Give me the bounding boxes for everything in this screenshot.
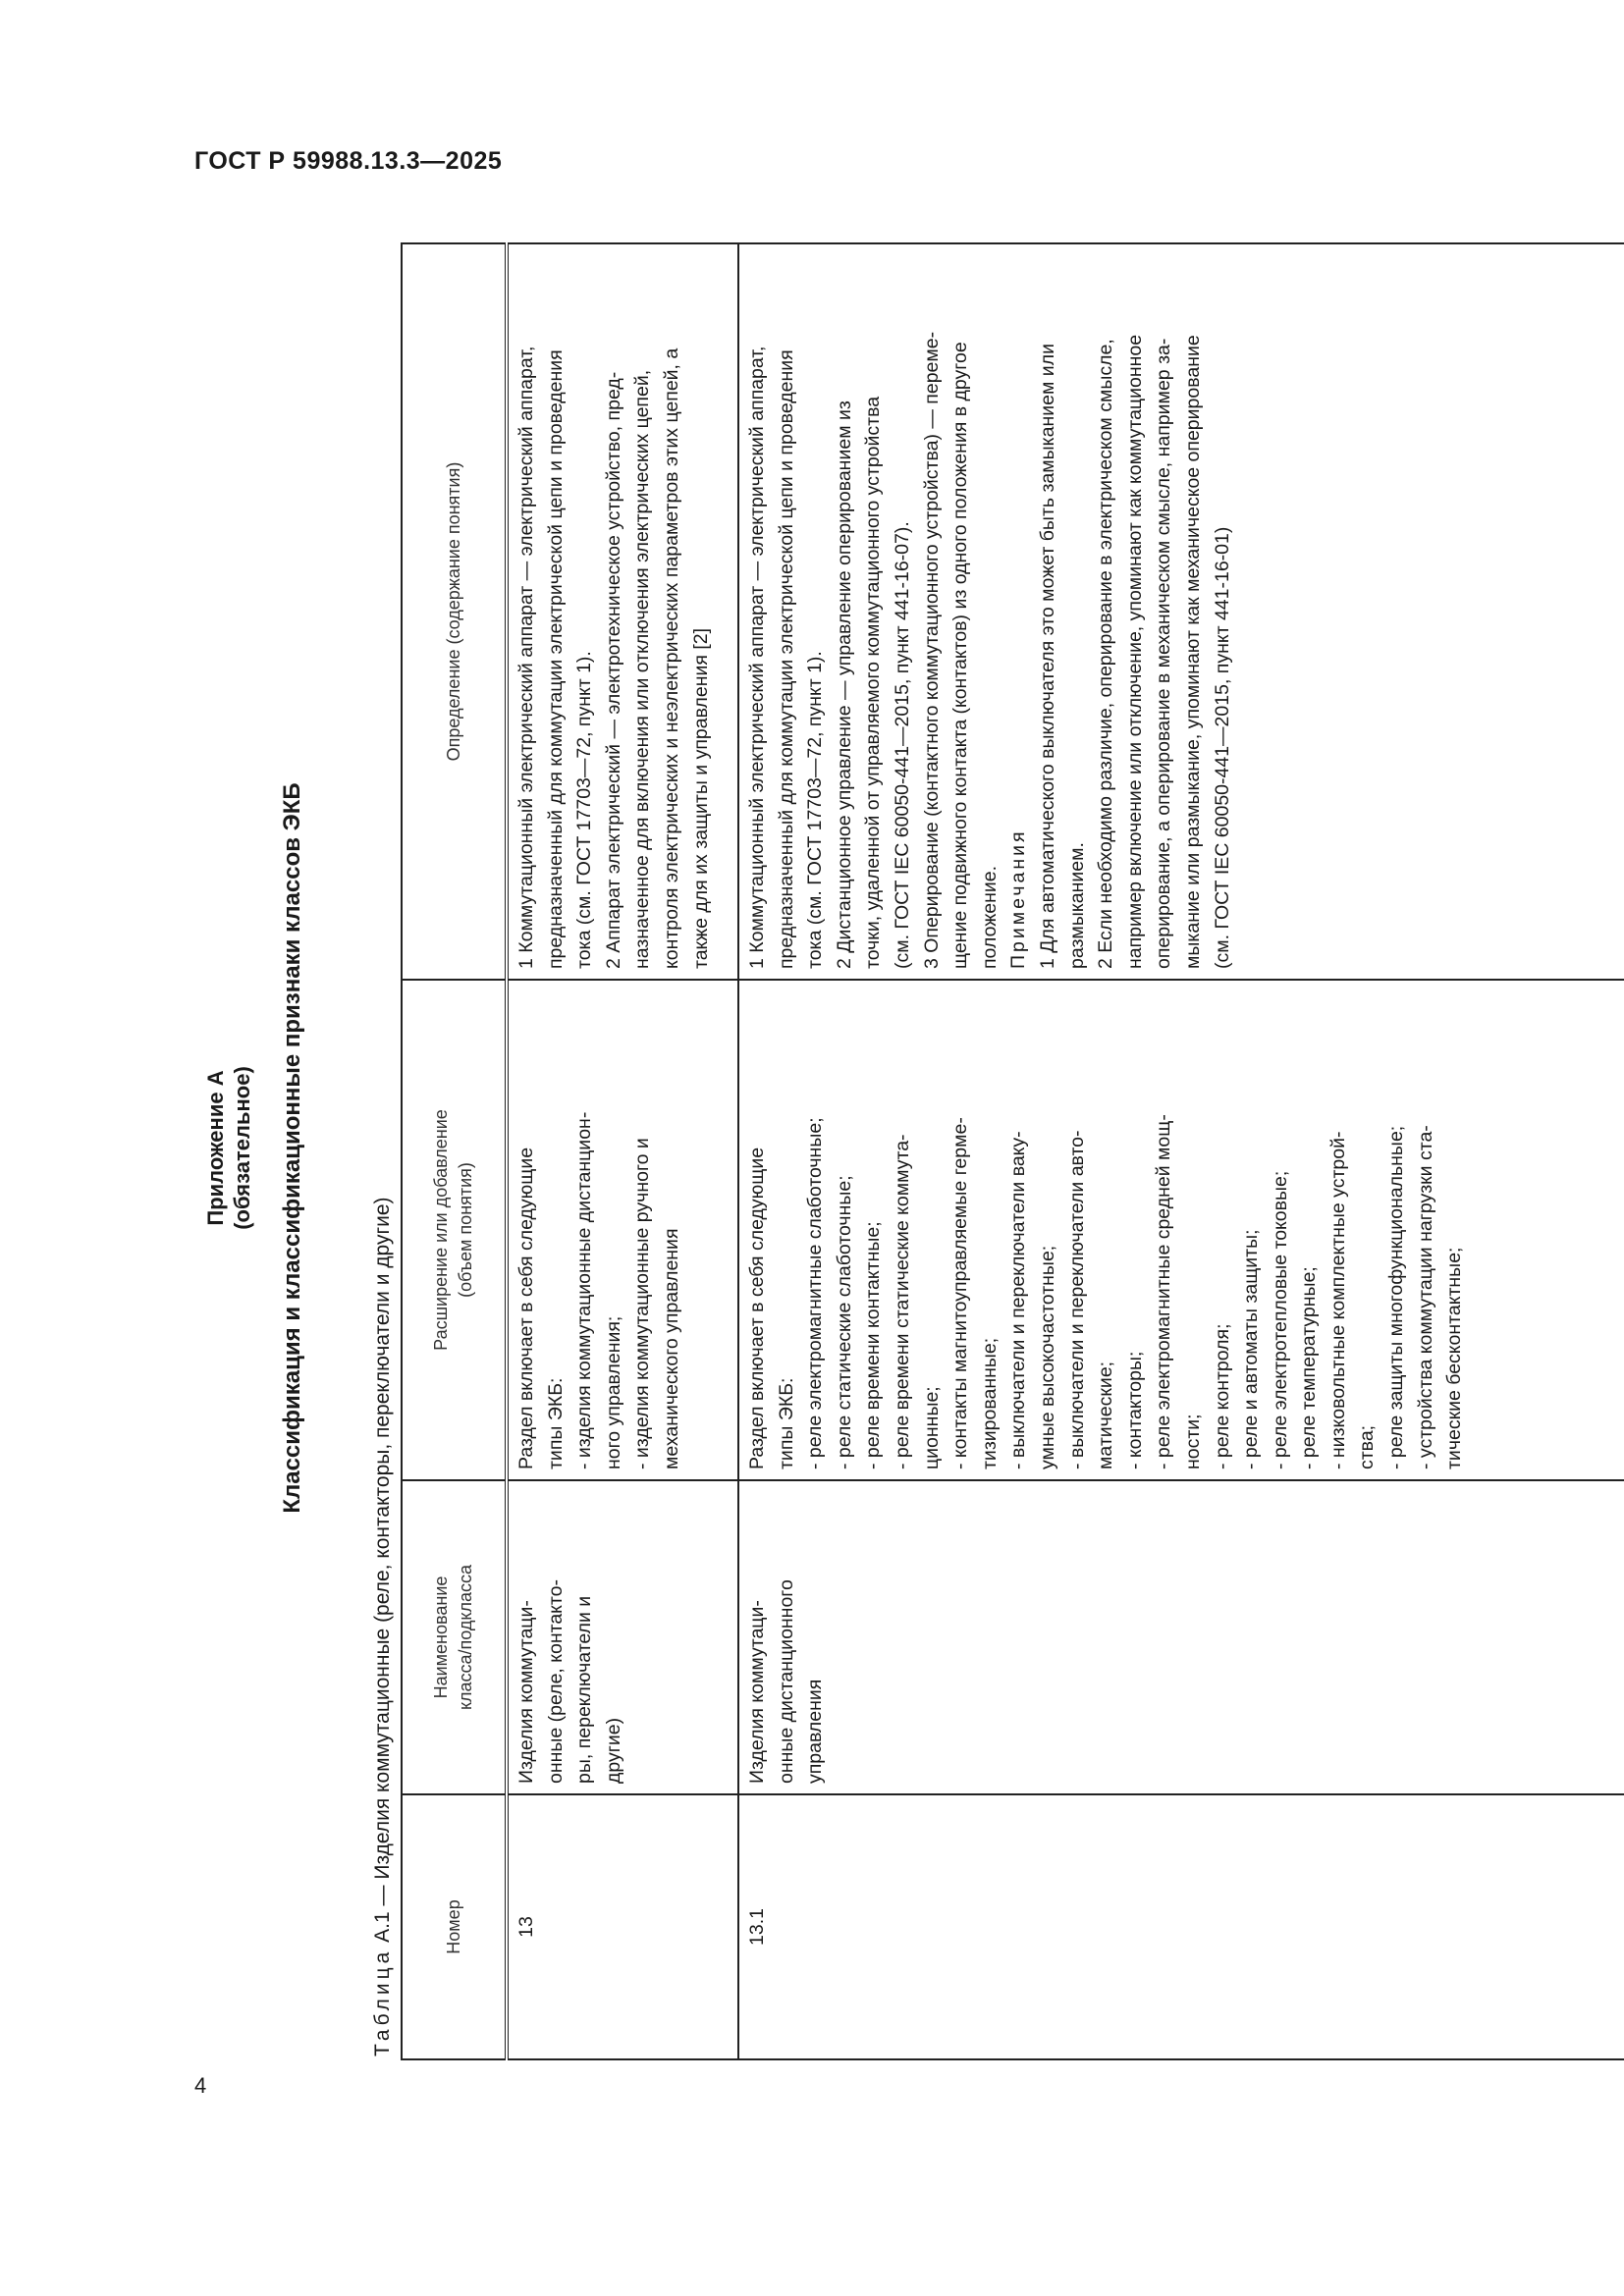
text-line: типы ЭКБ: (775, 1377, 797, 1469)
text-line: - устройства коммутации нагрузки ста- (1414, 1125, 1436, 1469)
text-line: - низковольтные комплектные устрой- (1326, 1131, 1349, 1469)
text-line: ности; (1181, 1414, 1204, 1469)
header-name: Наименование класса/подкласса (402, 1480, 507, 1794)
text-line: тические бесконтактные; (1443, 1247, 1466, 1469)
text-line: Изделия коммутаци- (515, 1600, 537, 1784)
text-line: 2 Если необходимо различие, оперирование в электрическом смысле, (1095, 339, 1117, 969)
text-line: Раздел включает в себя следующие (746, 1147, 768, 1469)
text-line: точки, удаленной от управляемого коммутационного устройства (862, 396, 885, 969)
cell-number: 13.1 (738, 1794, 1624, 2059)
text-line: Изделия коммутаци- (746, 1600, 768, 1784)
cell-extension (507, 980, 738, 1480)
text-line: ства; (1356, 1424, 1379, 1469)
text-line: 2 Дистанционное управление — управление оперированием из (833, 400, 855, 969)
text-line: другие) (602, 1717, 624, 1784)
text-line: Примечания (1007, 828, 1030, 969)
text-line: механического управления (660, 1228, 682, 1469)
text-line: положение. (978, 865, 1001, 969)
header-definition: Определение (содержание понятия) (402, 243, 507, 980)
table-row (507, 243, 738, 2059)
text-line: - выключатели и переключатели авто- (1065, 1130, 1088, 1469)
table-row (738, 243, 1624, 2059)
text-line: 1 Коммутационный электрический аппарат — электрический аппарат, (746, 346, 768, 969)
cell-name (507, 1480, 738, 1794)
text-line: - изделия коммутационные дистанцион- (573, 1111, 596, 1469)
text-line: предназначенный для коммутации электрической цепи и проведения (775, 349, 797, 969)
appendix-status: (обязательное) (230, 1066, 254, 1230)
appendix-title: Приложение А (203, 1070, 228, 1226)
table-caption-label: Таблица (371, 1948, 394, 2056)
text-line: типы ЭКБ: (544, 1377, 567, 1469)
appendix-heading (202, 0, 255, 2296)
classification-table (401, 242, 1624, 2060)
text-line: мыкание или размыкание, упоминают как механическое оперирование (1181, 335, 1204, 969)
text-line: предназначенный для коммутации электрической цепи и проведения (544, 349, 567, 969)
text-line: тизированные; (978, 1337, 1001, 1469)
text-line: ного управления; (602, 1315, 624, 1469)
text-line: - реле и автоматы защиты; (1240, 1229, 1263, 1469)
text-line: щение подвижного контакта (контактов) из одного положения в другое (949, 342, 972, 969)
table-caption (371, 1197, 395, 2056)
text-line: онные (реле, контакто- (544, 1579, 567, 1784)
text-line: - реле электротепловые токовые; (1269, 1170, 1291, 1469)
text-line: - реле статические слаботочные; (833, 1175, 855, 1469)
cell-name (738, 1480, 1624, 1794)
text-line: 1 Для автоматического выключателя это может быть замыканием или (1036, 344, 1058, 969)
text-line: ры, переключатели и (573, 1595, 596, 1784)
page-number: 4 (194, 2073, 207, 2098)
text-line: размыканием. (1065, 842, 1088, 969)
text-line: управления (804, 1679, 827, 1784)
text-line: - реле времени статические коммута- (891, 1134, 913, 1469)
text-line: (см. ГОСТ IEC 60050-441—2015, пункт 441-16-07). (891, 521, 913, 969)
text-line: (см. ГОСТ IEC 60050-441—2015, пункт 441-16-01) (1211, 526, 1233, 969)
text-line: - реле электромагнитные средней мощ- (1153, 1114, 1175, 1469)
header-extension: Расширение или добавление (объем понятия) (402, 980, 507, 1480)
text-line: - выключатели и переключатели ваку- (1007, 1131, 1030, 1469)
text-line: тока (см. ГОСТ 17703—72, пункт 1). (804, 651, 827, 969)
text-line: - реле защиты многофункциональные; (1385, 1125, 1408, 1469)
text-line: - реле температурные; (1298, 1266, 1321, 1469)
cell-definition (738, 243, 1624, 980)
document-title: Классификация и классификационные признаки классов ЭКБ (279, 782, 305, 1514)
text-line: ционные; (920, 1386, 943, 1469)
text-line: - реле электромагнитные слаботочные; (804, 1117, 827, 1469)
text-line: например включение или отключение, упоминают как коммутационное (1123, 334, 1146, 969)
text-line: матические; (1095, 1361, 1117, 1469)
text-line: умные высокочастотные; (1036, 1245, 1058, 1469)
text-line: оперирование, а оперирование в механическом смысле, например за- (1153, 338, 1175, 969)
text-line: контроля электрических и неэлектрических параметров этих цепей, а (660, 347, 682, 969)
text-line: - контакты магнитоуправляемые герме- (949, 1117, 972, 1469)
cell-definition (507, 243, 738, 980)
text-line: 3 Оперирование (контактного коммутационного устройства) — переме- (920, 331, 943, 969)
text-line: 2 Аппарат электрический — электротехническое устройство, пред- (602, 371, 624, 969)
text-line: 1 Коммутационный электрический аппарат — электрический аппарат, (515, 346, 537, 969)
text-line: - контакторы; (1123, 1351, 1146, 1469)
text-line: онные дистанционного (775, 1579, 797, 1784)
text-line: назначенное для включения или отключения электрических цепей, (631, 369, 654, 969)
text-line: Раздел включает в себя следующие (515, 1147, 537, 1469)
text-line: - изделия коммутационные ручного и (631, 1138, 654, 1469)
text-line: тока (см. ГОСТ 17703—72, пункт 1). (573, 651, 596, 969)
text-line: - реле контроля; (1211, 1323, 1233, 1469)
table-header-row (402, 243, 507, 2059)
document-header: ГОСТ Р 59988.13.3—2025 (194, 147, 503, 175)
text-line: также для их защиты и управления [2] (689, 627, 712, 969)
text-line: - реле времени контактные; (862, 1221, 885, 1469)
cell-number: 13 (507, 1794, 738, 2059)
cell-extension (738, 980, 1624, 1480)
header-number: Номер (402, 1794, 507, 2059)
table-caption-text: А.1 — Изделия коммутационные (реле, контакторы, переключатели и другие) (371, 1197, 394, 1949)
